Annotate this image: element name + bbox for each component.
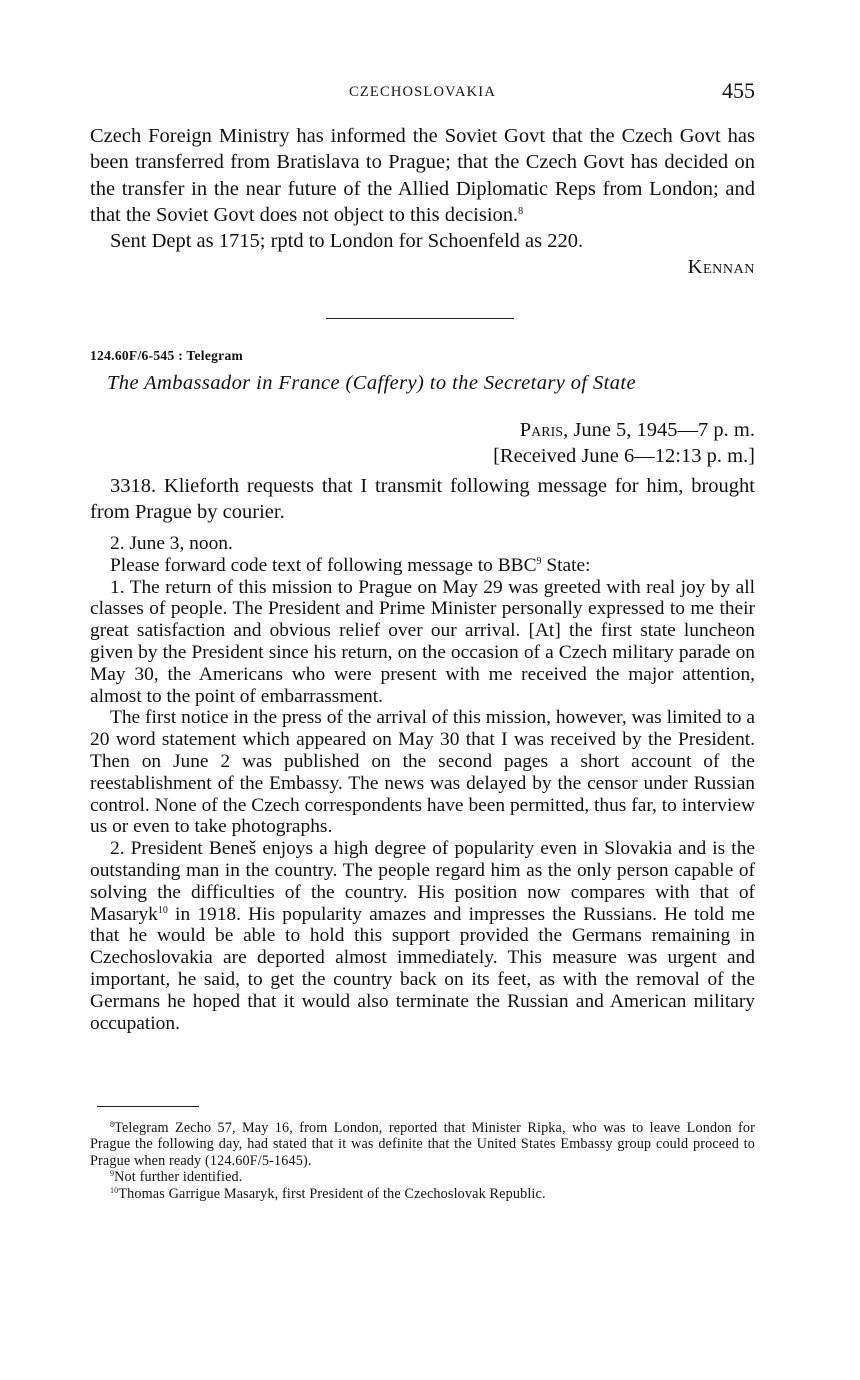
footnote-number: 8 xyxy=(110,1120,115,1129)
message-paragraph-2: The first notice in the press of the arrival of this mission, however, was limited to a 20 word statement which appeared on May 30 that I was received by the President. Then on June 2 was published on the second pages a short account of the reestablishment of the Embassy. The news was delayed by the censor under Russian control. None of the Czech correspondents have been permitted, thus far, to interview us or even to take photographs. xyxy=(90,707,755,838)
footnote-number: 10 xyxy=(110,1185,119,1195)
paragraph-3-text: 2. President Beneš enjoys a high degree of popularity even in Slovakia and is the outstanding man in the country. The people regard him as the only person capable of solving the difficulties of the country. His position now compares with that of Masaryk xyxy=(90,838,755,925)
footnote-divider xyxy=(97,1106,199,1107)
signature: Kennan xyxy=(687,256,755,279)
sent-line: Sent Dept as 1715; rptd to London for Schoenfeld as 220. xyxy=(110,230,584,253)
message-heading: 2. June 3, noon. xyxy=(110,533,233,554)
dateline-city: Paris xyxy=(519,419,564,441)
footnote-10 xyxy=(90,1186,755,1202)
telegram-paragraph xyxy=(90,123,755,228)
dateline-received: [Received June 6—12:13 p. m.] xyxy=(493,445,755,467)
footnote-text: Not further identified. xyxy=(114,1169,243,1186)
footnote-text: Thomas Garrigue Masaryk, first President of the Czechoslovak Republic. xyxy=(118,1185,546,1202)
footnote-ref: 9 xyxy=(536,555,542,567)
running-head: CZECHOSLOVAKIA xyxy=(348,84,497,100)
message-paragraph-3 xyxy=(90,838,755,1034)
forward-text: Please forward code text of following message to BBC xyxy=(110,554,537,576)
section-divider xyxy=(326,318,514,319)
forward-text-end: State: xyxy=(541,554,591,576)
page-number: 455 xyxy=(722,78,755,103)
footnote-number: 9 xyxy=(110,1169,115,1179)
footnotes xyxy=(90,1120,755,1202)
intro-paragraph: 3318. Klieforth requests that I transmit following message for him, brought from Prague by courier. xyxy=(90,475,755,524)
continued-telegram-text xyxy=(90,123,755,281)
document-title: The Ambassador in France (Caffery) to the Secretary of State xyxy=(107,372,637,394)
footnote-9 xyxy=(90,1169,755,1185)
message-intro xyxy=(90,473,755,526)
paragraph-3-text-end: in 1918. His popularity amazes and impresses the Russians. He told me that he would be able to hold this support provided the Germans remaining in Czechoslovakia are deported almost immediately. This measure was urgent and important, he said, to get the country back on its feet, as with the removal of the Germans he hoped that it would also terminate the Russian and American military occupation. xyxy=(90,903,755,1034)
page-header xyxy=(90,78,755,108)
dateline-sent xyxy=(493,417,755,443)
footnote-ref: 10 xyxy=(157,904,168,916)
footnote-ref: 8 xyxy=(518,205,524,217)
footnote-8 xyxy=(90,1120,755,1169)
file-reference: 124.60F/6-545 : Telegram xyxy=(90,348,244,363)
footnote-text: Telegram Zecho 57, May 16, from London, reported that Minister Ripka, who was to leave London for Prague the following day, had stated that it was definite that the United States Embassy group could proceed to Prague when ready (124.60F/5-1645). xyxy=(90,1120,755,1169)
dateline-date: , June 5, 1945—7 p. m. xyxy=(563,419,755,441)
forward-line xyxy=(90,555,755,577)
message-body xyxy=(90,533,755,1034)
dateline xyxy=(493,417,755,469)
message-paragraph-1: 1. The return of this mission to Prague on May 29 was greeted with real joy by all classes of people. The President and Prime Minister personally expressed to me their great satisfaction and obvious relief over our arrival. [At] the first state luncheon given by the President since his return, on the occasion of a Czech military parade on May 30, the Americans who were present with me received the major attention, almost to the point of embarrassment. xyxy=(90,576,755,707)
telegram-paragraph-text: Czech Foreign Ministry has informed the Soviet Govt that the Czech Govt has been transferred from Bratislava to Prague; that the Czech Govt has decided on the transfer in the near future of the Allied Diplomatic Reps from London; and that the Soviet Govt does not object to this decision. xyxy=(90,125,755,226)
